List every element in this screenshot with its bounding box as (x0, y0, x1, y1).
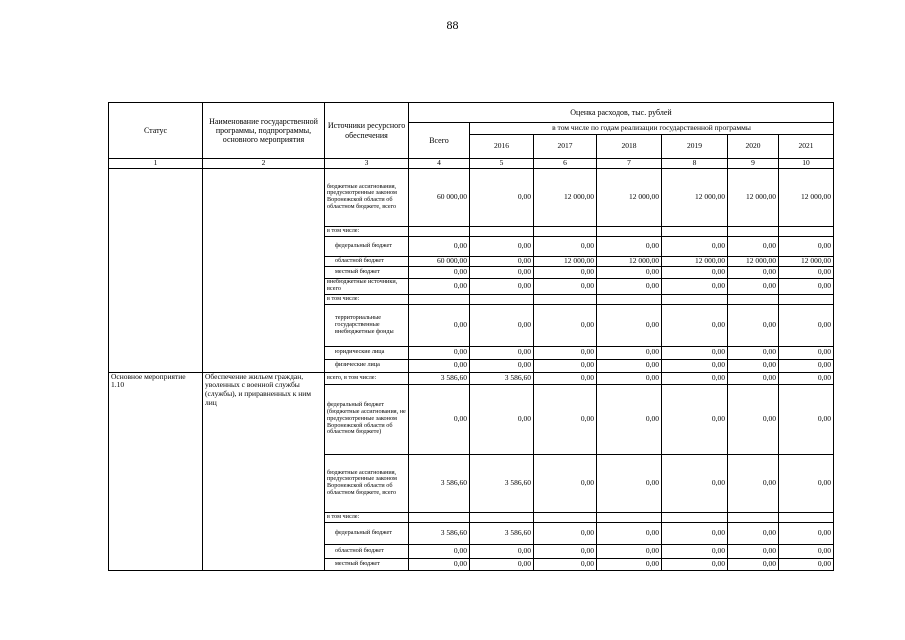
total-value-cell: 3 586,60 (409, 454, 470, 512)
year-value-cell: 0,00 (728, 384, 779, 454)
year-value-cell (597, 226, 662, 236)
column-number: 7 (597, 159, 662, 169)
year-value-cell: 0,00 (534, 359, 597, 372)
source-cell: юридические лица (325, 346, 409, 359)
year-value-cell: 0,00 (728, 346, 779, 359)
year-value-cell: 0,00 (470, 266, 534, 278)
year-value-cell: 0,00 (534, 558, 597, 570)
year-value-cell: 0,00 (470, 236, 534, 256)
year-value-cell: 0,00 (470, 168, 534, 226)
year-value-cell: 12 000,00 (728, 168, 779, 226)
year-value-cell (728, 512, 779, 522)
year-value-cell: 0,00 (728, 359, 779, 372)
year-value-cell: 0,00 (534, 278, 597, 294)
year-value-cell: 0,00 (779, 346, 834, 359)
year-value-cell (470, 512, 534, 522)
total-value-cell: 0,00 (409, 278, 470, 294)
name-cell: Обеспечение жильем граждан, уволенных с военной службы (службы), и приравненных к ним лиц (203, 372, 325, 570)
header-year: 2018 (597, 135, 662, 159)
year-value-cell (662, 294, 728, 304)
year-value-cell (728, 294, 779, 304)
year-value-cell: 0,00 (662, 236, 728, 256)
year-value-cell: 0,00 (597, 236, 662, 256)
year-value-cell: 12 000,00 (534, 168, 597, 226)
source-cell: областной бюджет (325, 256, 409, 266)
year-value-cell (534, 294, 597, 304)
source-cell: федеральный бюджет (325, 236, 409, 256)
year-value-cell: 0,00 (597, 266, 662, 278)
year-value-cell: 0,00 (534, 522, 597, 544)
source-cell: бюджетные ассигнования, предусмотренные законом Воронежской области об областном бюджете, всего (325, 168, 409, 226)
total-value-cell: 3 586,60 (409, 372, 470, 384)
year-value-cell: 0,00 (470, 384, 534, 454)
year-value-cell: 0,00 (779, 359, 834, 372)
block-main-activity-1-10 (109, 372, 834, 570)
year-value-cell: 0,00 (662, 522, 728, 544)
total-value-cell: 0,00 (409, 384, 470, 454)
year-value-cell (728, 226, 779, 236)
header-year: 2019 (662, 135, 728, 159)
year-value-cell: 0,00 (470, 278, 534, 294)
year-value-cell: 12 000,00 (534, 256, 597, 266)
source-cell: областной бюджет (325, 544, 409, 558)
year-value-cell: 0,00 (597, 304, 662, 346)
year-value-cell: 0,00 (779, 278, 834, 294)
year-value-cell: 12 000,00 (597, 256, 662, 266)
year-value-cell: 0,00 (779, 454, 834, 512)
source-cell: местный бюджет (325, 266, 409, 278)
column-number: 4 (409, 159, 470, 169)
total-value-cell: 0,00 (409, 346, 470, 359)
total-value-cell (409, 294, 470, 304)
year-value-cell: 0,00 (728, 558, 779, 570)
column-number-row (109, 159, 834, 169)
year-value-cell: 0,00 (597, 384, 662, 454)
year-value-cell (534, 512, 597, 522)
page-number: 88 (446, 18, 459, 32)
year-value-cell: 0,00 (662, 544, 728, 558)
year-value-cell: 0,00 (662, 372, 728, 384)
column-number: 1 (109, 159, 203, 169)
year-value-cell: 0,00 (662, 266, 728, 278)
year-value-cell: 0,00 (534, 304, 597, 346)
year-value-cell: 0,00 (779, 558, 834, 570)
status-cell: Основное мероприятие 1.10 (109, 372, 203, 570)
year-value-cell: 0,00 (534, 384, 597, 454)
column-number: 9 (728, 159, 779, 169)
year-value-cell: 0,00 (779, 372, 834, 384)
source-cell: федеральный бюджет (бюджетные ассигнования, не предусмотренные законом Воронежской области об областном бюджете) (325, 384, 409, 454)
year-value-cell: 3 586,60 (470, 372, 534, 384)
year-value-cell: 0,00 (728, 522, 779, 544)
total-value-cell (409, 512, 470, 522)
year-value-cell: 0,00 (470, 304, 534, 346)
year-value-cell: 0,00 (779, 522, 834, 544)
source-cell: физические лица (325, 359, 409, 372)
year-value-cell: 0,00 (779, 384, 834, 454)
source-cell: в том числе: (325, 294, 409, 304)
source-cell: федеральный бюджет (325, 522, 409, 544)
year-value-cell: 12 000,00 (728, 256, 779, 266)
year-value-cell: 0,00 (470, 346, 534, 359)
header-status: Статус (109, 103, 203, 159)
year-value-cell: 0,00 (728, 454, 779, 512)
header-sources: Источники ресурсного обеспечения (325, 103, 409, 159)
year-value-cell: 0,00 (728, 304, 779, 346)
total-value-cell: 0,00 (409, 304, 470, 346)
source-cell: местный бюджет (325, 558, 409, 570)
column-number: 2 (203, 159, 325, 169)
year-value-cell: 12 000,00 (662, 168, 728, 226)
column-number: 8 (662, 159, 728, 169)
header-estimate: Оценка расходов, тыс. рублей (409, 103, 834, 123)
year-value-cell: 0,00 (728, 278, 779, 294)
total-value-cell: 60 000,00 (409, 168, 470, 226)
year-value-cell: 0,00 (662, 384, 728, 454)
year-value-cell: 0,00 (662, 304, 728, 346)
year-value-cell: 0,00 (534, 236, 597, 256)
year-value-cell: 0,00 (597, 359, 662, 372)
total-value-cell: 3 586,60 (409, 522, 470, 544)
year-value-cell: 0,00 (662, 454, 728, 512)
year-value-cell: 12 000,00 (779, 168, 834, 226)
total-value-cell: 0,00 (409, 266, 470, 278)
year-value-cell: 0,00 (662, 278, 728, 294)
total-value-cell (409, 226, 470, 236)
source-cell: территориальные государственные внебюджетные фонды (325, 304, 409, 346)
year-value-cell (470, 294, 534, 304)
year-value-cell: 0,00 (728, 266, 779, 278)
year-value-cell: 0,00 (597, 558, 662, 570)
year-value-cell: 12 000,00 (662, 256, 728, 266)
budget-table (108, 102, 834, 571)
year-value-cell: 12 000,00 (597, 168, 662, 226)
year-value-cell (470, 226, 534, 236)
year-value-cell: 0,00 (779, 266, 834, 278)
year-value-cell: 0,00 (779, 236, 834, 256)
source-cell: внебюджетные источники, всего (325, 278, 409, 294)
total-value-cell: 0,00 (409, 236, 470, 256)
year-value-cell: 0,00 (779, 304, 834, 346)
year-value-cell: 0,00 (728, 544, 779, 558)
year-value-cell: 0,00 (779, 544, 834, 558)
year-value-cell: 0,00 (534, 454, 597, 512)
year-value-cell: 0,00 (662, 558, 728, 570)
year-value-cell: 0,00 (470, 256, 534, 266)
year-value-cell (662, 512, 728, 522)
year-value-cell: 0,00 (597, 346, 662, 359)
year-value-cell (779, 512, 834, 522)
header-total: Всего (409, 123, 470, 159)
status-cell (109, 168, 203, 372)
year-value-cell (662, 226, 728, 236)
year-value-cell: 0,00 (728, 236, 779, 256)
year-value-cell: 0,00 (534, 266, 597, 278)
year-value-cell (779, 226, 834, 236)
year-value-cell (779, 294, 834, 304)
header-name: Наименование государственной программы, подпрограммы, основного мероприятия (203, 103, 325, 159)
year-value-cell: 0,00 (597, 544, 662, 558)
header-year: 2017 (534, 135, 597, 159)
year-value-cell: 0,00 (470, 544, 534, 558)
year-value-cell: 3 586,60 (470, 454, 534, 512)
table-row (109, 168, 834, 226)
column-number: 3 (325, 159, 409, 169)
column-number: 10 (779, 159, 834, 169)
source-cell: бюджетные ассигнования, предусмотренные законом Воронежской области об областном бюджете, всего (325, 454, 409, 512)
year-value-cell: 0,00 (597, 372, 662, 384)
total-value-cell: 0,00 (409, 558, 470, 570)
total-value-cell: 60 000,00 (409, 256, 470, 266)
source-cell: в том числе: (325, 226, 409, 236)
year-value-cell: 0,00 (597, 454, 662, 512)
year-value-cell: 0,00 (662, 359, 728, 372)
year-value-cell: 0,00 (470, 359, 534, 372)
year-value-cell: 0,00 (534, 346, 597, 359)
header-year: 2020 (728, 135, 779, 159)
year-value-cell (534, 226, 597, 236)
year-value-cell: 3 586,60 (470, 522, 534, 544)
year-value-cell: 0,00 (662, 346, 728, 359)
total-value-cell: 0,00 (409, 544, 470, 558)
header-year: 2016 (470, 135, 534, 159)
header-year: 2021 (779, 135, 834, 159)
year-value-cell (597, 512, 662, 522)
source-cell: всего, в том числе: (325, 372, 409, 384)
block-continued (109, 168, 834, 372)
table-row (109, 372, 834, 384)
year-value-cell: 12 000,00 (779, 256, 834, 266)
year-value-cell: 0,00 (534, 372, 597, 384)
name-cell (203, 168, 325, 372)
column-number: 5 (470, 159, 534, 169)
year-value-cell: 0,00 (470, 558, 534, 570)
total-value-cell: 0,00 (409, 359, 470, 372)
year-value-cell: 0,00 (534, 544, 597, 558)
year-value-cell (597, 294, 662, 304)
column-number: 6 (534, 159, 597, 169)
year-value-cell: 0,00 (728, 372, 779, 384)
year-value-cell: 0,00 (597, 522, 662, 544)
header-by-years: в том числе по годам реализации государственной программы (470, 123, 834, 135)
source-cell: в том числе: (325, 512, 409, 522)
year-value-cell: 0,00 (597, 278, 662, 294)
